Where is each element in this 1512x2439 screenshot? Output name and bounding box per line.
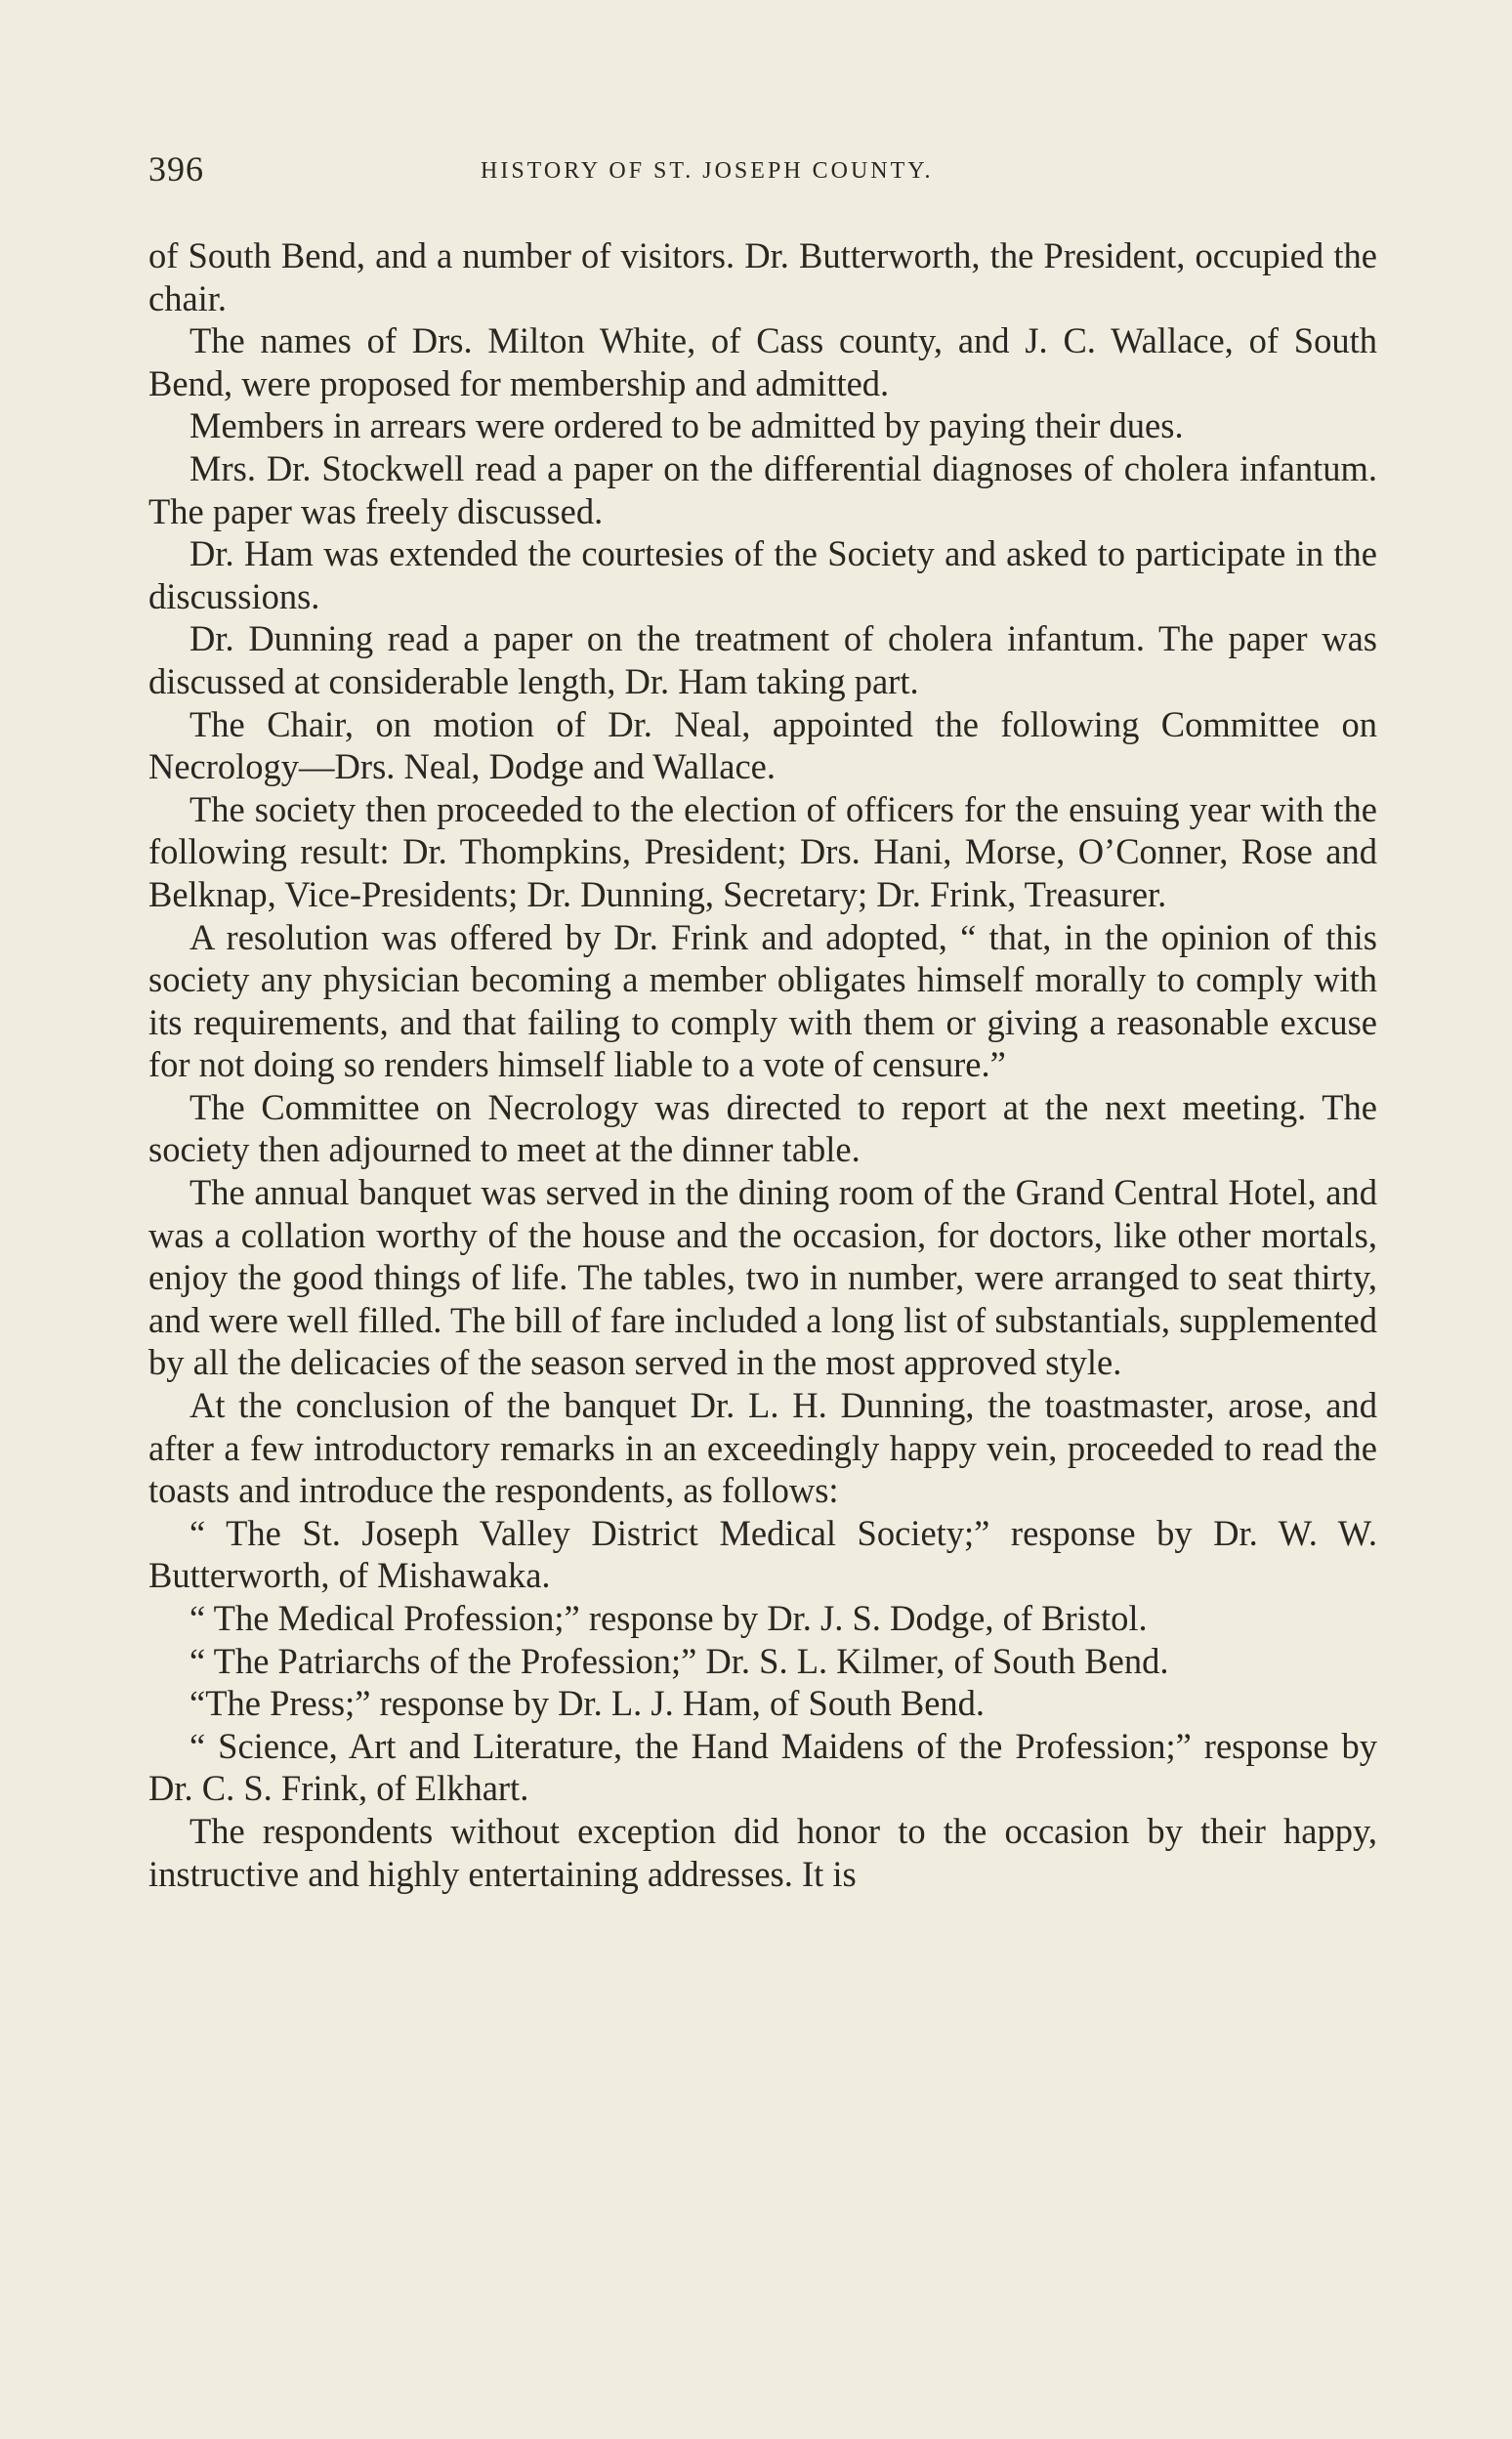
paragraph: Mrs. Dr. Stockwell read a paper on the differential diagnoses of cholera infantum. The paper was freely discussed. <box>148 447 1377 531</box>
paragraph: The society then proceeded to the election of officers for the ensuing year with the following result: Dr. Thompkins, President; Drs. Hani, Morse, O’Conner, Rose and Belknap, Vice-Presidents; Dr. Dunning, Secretary; Dr. Frink, Treasurer. <box>148 788 1377 914</box>
paragraph: The annual banquet was served in the dining room of the Grand Central Hotel, and was a collation worthy of the house and the occasion, for doctors, like other mortals, enjoy the good things of life. The tables, two in number, were arranged to seat thirty, and were well filled. The bill of fare included a long list of substantials, supplemented by all the delicacies of the season served in the most approved style. <box>148 1172 1377 1383</box>
paragraph: The respondents without exception did honor to the occasion by their happy, instructive and highly entertaining addresses. It is <box>148 1810 1377 1894</box>
paragraph: “The Press;” response by Dr. L. J. Ham, of South Bend. <box>189 1683 986 1724</box>
page-header <box>148 148 1379 197</box>
paragraph: “ The Patriarchs of the Profession;” Dr. S. L. Kilmer, of South Bend. <box>189 1640 1169 1681</box>
running-head: HISTORY OF ST. JOSEPH COUNTY. <box>481 158 934 184</box>
body-text <box>148 234 1377 1895</box>
paragraph: The Chair, on motion of Dr. Neal, appointed the following Committee on Necrology—Drs. Neal, Dodge and Wallace. <box>148 703 1377 787</box>
paragraph: Dr. Dunning read a paper on the treatment of cholera infantum. The paper was discussed at considerable length, Dr. Ham taking part. <box>148 618 1377 701</box>
page-number: 396 <box>148 149 204 189</box>
paragraph: The names of Drs. Milton White, of Cass county, and J. C. Wallace, of South Bend, were proposed for membership and admitted. <box>148 320 1377 403</box>
paragraph: “ Science, Art and Literature, the Hand Maidens of the Profession;” response by Dr. C. S. Frink, of Elkhart. <box>148 1725 1377 1809</box>
paragraph: A resolution was offered by Dr. Frink and adopted, “ that, in the opinion of this society any physician becoming a member obligates himself morally to comply with its requirements, and that failing to comply with them or giving a reasonable excuse for not doing so renders himself liable to a vote of censure.” <box>148 916 1377 1085</box>
paragraph: The Committee on Necrology was directed to report at the next meeting. The society then adjourned to meet at the dinner table. <box>148 1086 1377 1170</box>
paragraph: At the conclusion of the banquet Dr. L. H. Dunning, the toastmaster, arose, and after a few introductory remarks in an exceedingly happy vein, proceeded to read the toasts and introduce the respondents, as follows: <box>148 1385 1377 1511</box>
paragraph: Members in arrears were ordered to be admitted by paying their dues. <box>189 405 1184 446</box>
paragraph: “ The St. Joseph Valley District Medical Society;” response by Dr. W. W. Butterworth, of Mishawaka. <box>148 1512 1377 1596</box>
paragraph: “ The Medical Profession;” response by Dr. J. S. Dodge, of Bristol. <box>189 1598 1148 1638</box>
paragraph: Dr. Ham was extended the courtesies of the Society and asked to participate in the discussions. <box>148 533 1377 616</box>
paragraph: of South Bend, and a number of visitors. Dr. Butterworth, the President, occupied the chair. <box>148 235 1377 318</box>
